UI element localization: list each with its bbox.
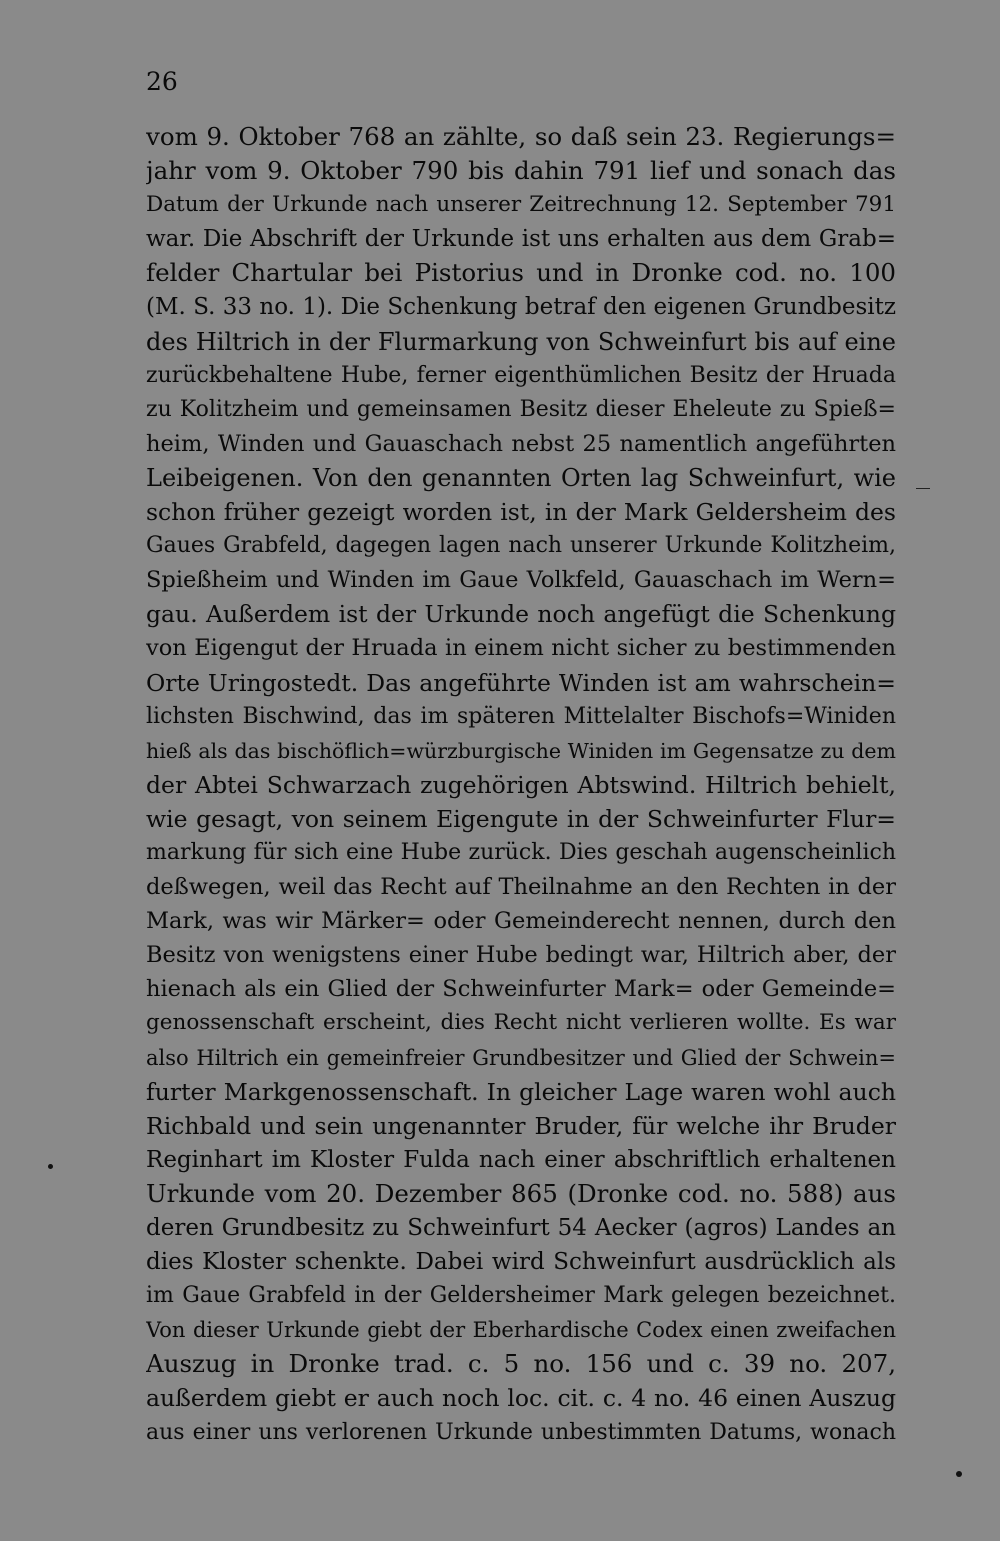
text-line: furter Markgenossenschaft. In gleicher Lage waren wohl auch [146, 1077, 896, 1106]
text-line: Orte Uringostedt. Das angeführte Winden ist am wahrschein= [146, 668, 896, 697]
text-line: Spießheim und Winden im Gaue Volkfeld, Gauaschach im Wern= [146, 567, 896, 594]
text-line: markung für sich eine Hube zurück. Dies geschah augenscheinlich [146, 839, 896, 865]
text-line: deren Grundbesitz zu Schweinfurt 54 Aecker (agros) Landes an [146, 1215, 896, 1241]
text-line: des Hiltrich in der Flurmarkung von Schweinfurt bis auf eine [146, 327, 896, 356]
text-line: Leibeigenen. Von den genannten Orten lag Schweinfurt, wie [146, 463, 896, 492]
text-line: (M. S. 33 no. 1). Die Schenkung betraf den eigenen Grundbesitz [146, 294, 896, 321]
text-line: also Hiltrich ein gemeinfreier Grundbesitzer und Glied der Schwein= [146, 1045, 896, 1070]
page-number: 26 [146, 67, 178, 96]
text-line: lichsten Bischwind, das im späteren Mittelalter Bischofs=Winiden [146, 703, 896, 729]
text-line: jahr vom 9. Oktober 790 bis dahin 791 lief und sonach das [146, 156, 896, 186]
text-line: dies Kloster schenkte. Dabei wird Schweinfurt ausdrücklich als [146, 1249, 896, 1276]
text-line: Von dieser Urkunde giebt der Eberhardische Codex einen zweifachen [146, 1318, 896, 1343]
text-line: felder Chartular bei Pistorius und in Dronke cod. no. 100 [146, 258, 896, 288]
text-line: Datum der Urkunde nach unserer Zeitrechnung 12. September 791 [146, 192, 896, 218]
text-line: Mark, was wir Märker= oder Gemeinderecht nennen, durch den [146, 908, 896, 935]
text-line: hieß als das bischöflich=würzburgische Winiden im Gegensatze zu dem [146, 738, 896, 763]
text-line: aus einer uns verlorenen Urkunde unbestimmten Datums, wonach [146, 1419, 896, 1445]
text-line: heim, Winden und Gauaschach nebst 25 namentlich angeführten [146, 430, 896, 457]
text-line: Auszug in Dronke trad. c. 5 no. 156 und c. 39 no. 207, [146, 1349, 896, 1379]
text-line: genossenschaft erscheint, dies Recht nicht verlieren wollte. Es war [146, 1010, 896, 1036]
text-line: Urkunde vom 20. Dezember 865 (Dronke cod. no. 588) aus [146, 1178, 896, 1208]
text-line: außerdem giebt er auch noch loc. cit. c. 4 no. 46 einen Auszug [146, 1384, 896, 1413]
scan-speck [956, 1471, 962, 1477]
text-line: deßwegen, weil das Recht auf Theilnahme an den Rechten in der [146, 874, 896, 901]
text-line: zurückbehaltene Hube, ferner eigenthümlichen Besitz der Hruada [146, 362, 896, 388]
text-line: wie gesagt, von seinem Eigengute in der Schweinfurter Flur= [146, 804, 896, 833]
scan-mark [916, 488, 930, 489]
text-line: Reginhart im Kloster Fulda nach einer abschriftlich erhaltenen [146, 1146, 896, 1173]
text-line: von Eigengut der Hruada in einem nicht sicher zu bestimmenden [146, 635, 896, 662]
text-line: hienach als ein Glied der Schweinfurter Mark= oder Gemeinde= [146, 976, 896, 1003]
text-line: Gaues Grabfeld, dagegen lagen nach unserer Urkunde Kolitzheim, [146, 533, 896, 559]
text-line: Besitz von wenigstens einer Hube bedingt war, Hiltrich aber, der [146, 942, 896, 969]
text-line: der Abtei Schwarzach zugehörigen Abtswind. Hiltrich behielt, [146, 770, 896, 799]
body-text [146, 120, 896, 1450]
text-line: Richbald und sein ungenannter Bruder, für welche ihr Bruder [146, 1111, 896, 1140]
text-line: vom 9. Oktober 768 an zählte, so daß sein 23. Regierungs= [146, 122, 896, 151]
text-line: im Gaue Grabfeld in der Geldersheimer Mark gelegen bezeichnet. [146, 1283, 896, 1309]
text-line: zu Kolitzheim und gemeinsamen Besitz dieser Eheleute zu Spieß= [146, 396, 896, 422]
text-line: schon früher gezeigt worden ist, in der Mark Geldersheim des [146, 498, 896, 527]
text-line: war. Die Abschrift der Urkunde ist uns erhalten aus dem Grab= [146, 226, 896, 253]
text-line: gau. Außerdem ist der Urkunde noch angefügt die Schenkung [146, 600, 896, 629]
scan-speck [48, 1164, 53, 1169]
